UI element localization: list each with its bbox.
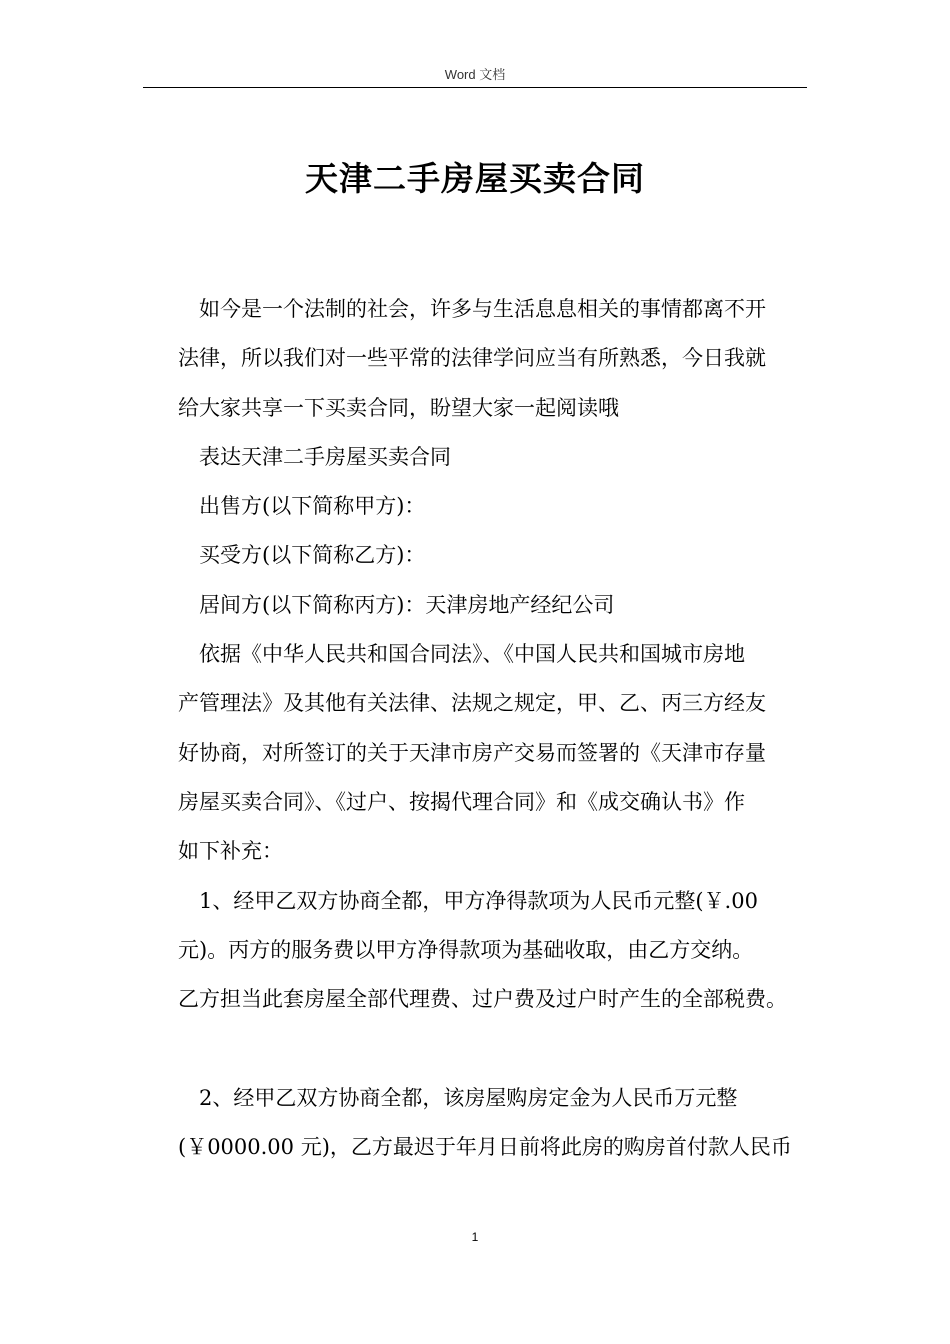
buyer-line: 买受方(以下简称乙方)：: [199, 543, 426, 568]
header-divider: [143, 87, 807, 88]
basis-paragraph-line-4: 房屋买卖合同》、《过户、按揭代理合同》和《成交确认书》作: [178, 789, 745, 814]
paragraph-intro-line-1: 如今是一个法制的社会，许多与生活息息相关的事情都离不开: [199, 297, 766, 321]
document-title: 天津二手房屋买卖合同: [305, 159, 645, 198]
contract-heading: 表达天津二手房屋买卖合同: [199, 444, 451, 469]
clause-2-line-1: 2、经甲乙双方协商全都，该房屋购房定金为人民币万元整: [199, 1085, 738, 1110]
clause-2-line-2: (￥0000.00 元)，乙方最迟于年月日前将此房的购房首付款人民币: [178, 1135, 792, 1160]
page-number: 1: [471, 1230, 479, 1244]
basis-paragraph-line-3: 好协商，对所签订的关于天津市房产交易而签署的《天津市存量: [178, 740, 766, 765]
clause-1-line-2: 元)。丙方的服务费以甲方净得款项为基础收取，由乙方交纳。: [178, 937, 754, 962]
basis-paragraph-line-5: 如下补充：: [178, 839, 283, 864]
clause-1-line-1: 1、经甲乙双方协商全都，甲方净得款项为人民币元整(￥.00: [199, 888, 758, 913]
seller-line: 出售方(以下简称甲方)：: [199, 494, 426, 519]
paragraph-intro-line-2: 法律，所以我们对一些平常的法律学问应当有所熟悉，今日我就: [178, 346, 766, 371]
document-body: [178, 285, 818, 1172]
page-header-label: Word 文档: [444, 67, 506, 82]
paragraph-spacer: [178, 1024, 818, 1073]
basis-paragraph-line-1: 依据《中华人民共和国合同法》、《中国人民共和国城市房地: [199, 642, 745, 667]
intermediary-line: 居间方(以下简称丙方)：天津房地产经纪公司: [199, 592, 615, 617]
paragraph-intro-line-3: 给大家共享一下买卖合同，盼望大家一起阅读哦: [178, 395, 619, 420]
clause-1-line-3: 乙方担当此套房屋全部代理费、过户费及过户时产生的全部税费。: [178, 987, 787, 1012]
basis-paragraph-line-2: 产管理法》及其他有关法律、法规之规定，甲、乙、丙三方经友: [178, 691, 766, 716]
